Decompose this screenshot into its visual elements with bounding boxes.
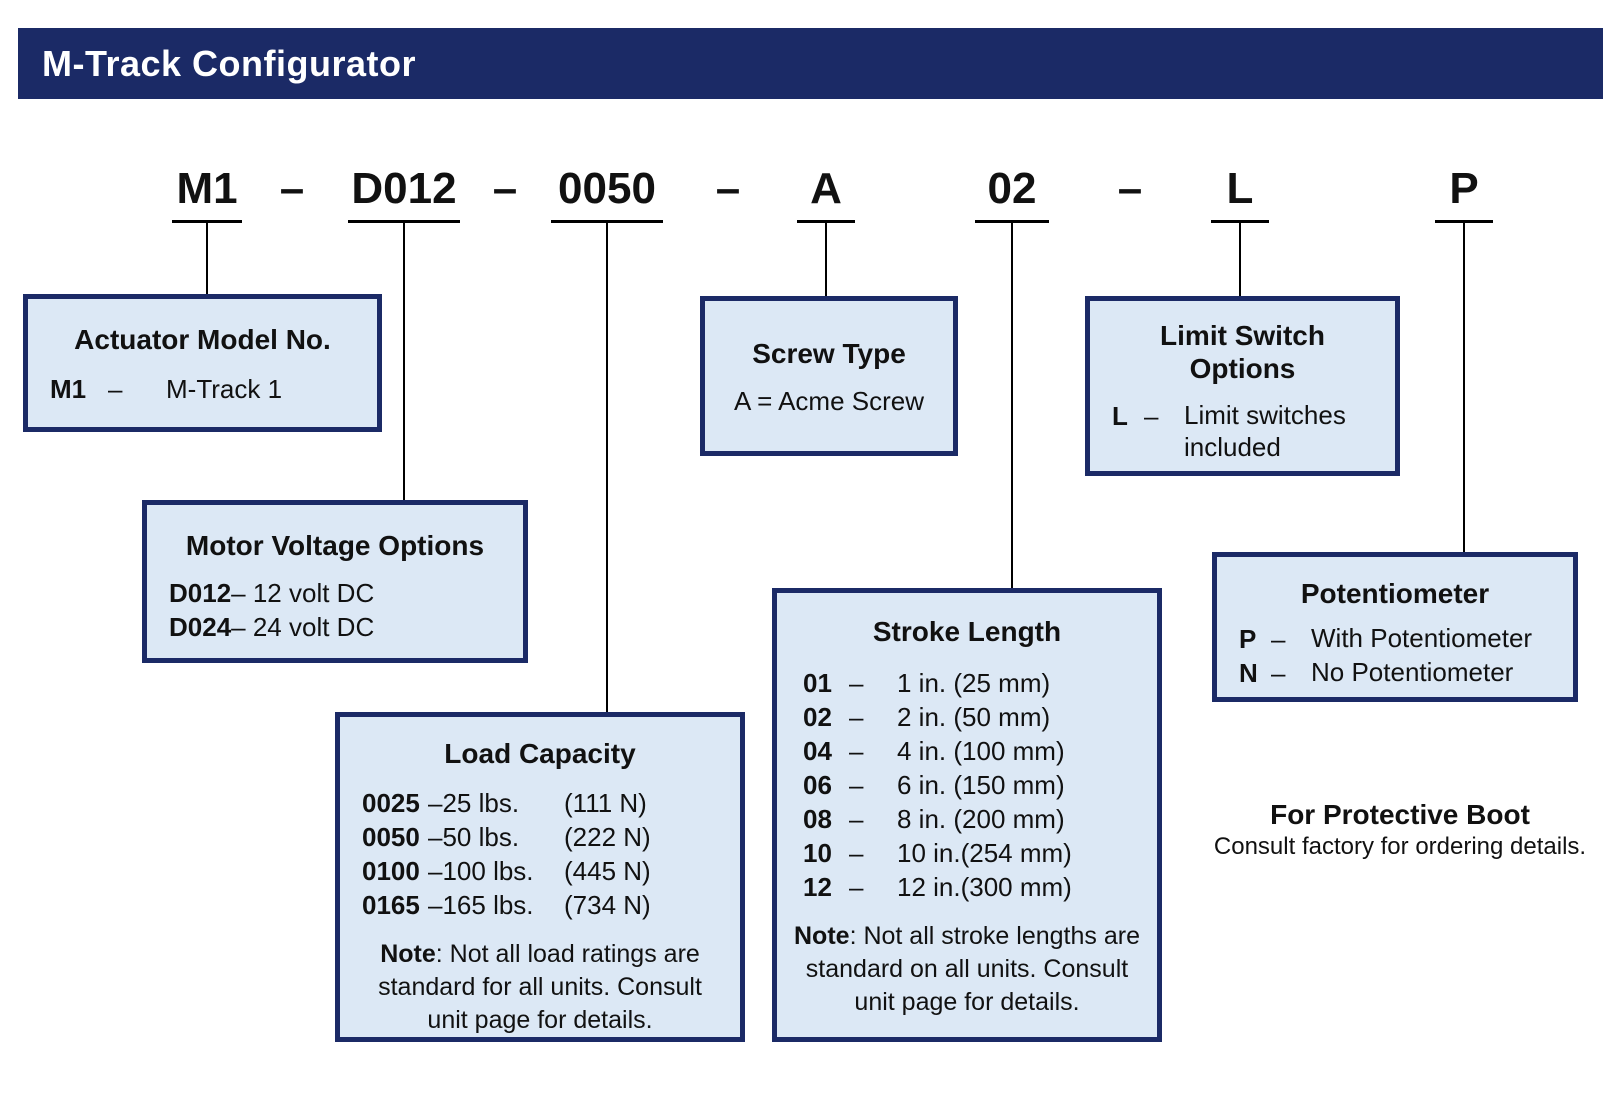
stroke-desc: 2 in. (50 mm): [897, 702, 1051, 732]
connector-screw-line: [825, 222, 827, 296]
load-row: [362, 820, 732, 854]
potentiometer-row: [1239, 656, 1565, 690]
stroke-note: [791, 920, 1143, 1019]
load-note: [355, 938, 725, 1037]
actuator-dash: –: [108, 374, 123, 404]
connector-stroke-line: [1011, 222, 1013, 588]
stroke-dash: –: [849, 668, 864, 698]
load-newton: (222 N): [564, 822, 651, 852]
stroke-dash: –: [849, 872, 864, 902]
load-capacity-box: [335, 712, 745, 1042]
stroke-row: [803, 802, 1149, 836]
potentiometer-row: [1239, 622, 1565, 656]
part-segment-voltage: D012: [348, 160, 460, 223]
load-note-text: : Not all load ratings are standard for all units. Consult unit page for details.: [378, 940, 702, 1034]
load-row: [362, 854, 732, 888]
stroke-dash: –: [849, 702, 864, 732]
protective-boot-text: Consult factory for ordering details.: [1213, 833, 1587, 860]
connector-load-line: [606, 222, 608, 712]
potentiometer-title: Potentiometer: [1300, 578, 1490, 609]
limit-switch-row: [1112, 399, 1387, 463]
part-segment-stroke: 02: [975, 160, 1049, 223]
motor-desc-d012: – 12 volt DC: [231, 578, 375, 608]
stroke-row: [803, 700, 1149, 734]
motor-code-d012: D012: [169, 578, 232, 608]
part-dash-2: –: [492, 164, 518, 213]
part-segment-limit: L: [1211, 160, 1269, 223]
pot-dash: –: [1271, 624, 1286, 654]
load-lbs: –100 lbs.: [428, 856, 534, 886]
stroke-code: 08: [803, 804, 832, 834]
stroke-row: [803, 734, 1149, 768]
stroke-code: 12: [803, 872, 832, 902]
stroke-row: [803, 870, 1149, 904]
pot-code-n: N: [1239, 658, 1258, 688]
actuator-model-box: [23, 294, 382, 432]
stroke-desc: 12 in.(300 mm): [897, 872, 1072, 902]
pot-code-p: P: [1239, 624, 1257, 654]
stroke-code: 01: [803, 668, 832, 698]
load-lbs: –50 lbs.: [428, 822, 520, 852]
motor-voltage-row: [169, 610, 515, 644]
motor-voltage-row: [169, 576, 515, 610]
stroke-note-text: : Not all stroke lengths are standard on all units. Consult unit page for details.: [805, 922, 1140, 1016]
motor-voltage-box: [142, 500, 528, 663]
load-newton: (111 N): [564, 788, 647, 818]
stroke-desc: 4 in. (100 mm): [897, 736, 1065, 766]
stroke-note-label: Note: [794, 922, 850, 950]
stroke-code: 10: [803, 838, 832, 868]
stroke-dash: –: [849, 838, 864, 868]
potentiometer-box: [1212, 552, 1578, 702]
screw-type-title: Screw Type: [752, 338, 906, 369]
stroke-desc: 10 in.(254 mm): [897, 838, 1072, 868]
load-row: [362, 888, 732, 922]
stroke-dash: –: [849, 736, 864, 766]
page-title: M-Track Configurator: [42, 42, 417, 84]
stroke-length-title: Stroke Length: [872, 616, 1062, 647]
load-newton: (445 N): [564, 856, 651, 886]
part-segment-load: 0050: [551, 160, 663, 223]
part-dash-1: –: [279, 164, 305, 213]
pot-desc-n: No Potentiometer: [1311, 657, 1514, 687]
stroke-code: 02: [803, 702, 832, 732]
connector-model-line: [206, 222, 208, 294]
load-code: 0100: [362, 856, 420, 886]
stroke-row: [803, 666, 1149, 700]
stroke-desc: 6 in. (150 mm): [897, 770, 1065, 800]
part-segment-screw: A: [797, 160, 855, 223]
actuator-model-title: Actuator Model No.: [74, 324, 331, 355]
load-newton: (734 N): [564, 890, 651, 920]
stroke-code: 04: [803, 736, 832, 766]
stroke-desc: 1 in. (25 mm): [897, 668, 1051, 698]
motor-voltage-title: Motor Voltage Options: [185, 530, 485, 561]
load-lbs: –25 lbs.: [428, 788, 520, 818]
limit-dash: –: [1144, 401, 1159, 431]
stroke-code: 06: [803, 770, 832, 800]
connector-limit-line: [1239, 222, 1241, 296]
screw-type-box: [700, 296, 958, 456]
part-dash-3: –: [715, 164, 741, 213]
pot-dash: –: [1271, 658, 1286, 688]
load-code: 0050: [362, 822, 420, 852]
protective-boot-title: For Protective Boot: [1270, 799, 1530, 830]
load-lbs: –165 lbs.: [428, 890, 534, 920]
actuator-desc: M-Track 1: [166, 374, 283, 404]
motor-desc-d024: – 24 volt DC: [231, 612, 375, 642]
part-segment-model: M1: [172, 160, 242, 223]
limit-code: L: [1112, 401, 1128, 431]
limit-switch-box: [1085, 296, 1400, 476]
protective-boot-note: [1180, 798, 1620, 862]
stroke-length-box: [772, 588, 1162, 1042]
part-segment-pot: P: [1435, 160, 1493, 223]
stroke-row: [803, 836, 1149, 870]
part-dash-4: –: [1117, 164, 1143, 213]
stroke-row: [803, 768, 1149, 802]
load-capacity-title: Load Capacity: [444, 738, 636, 769]
load-row: [362, 786, 732, 820]
motor-code-d024: D024: [169, 612, 232, 642]
stroke-dash: –: [849, 770, 864, 800]
connector-pot-line: [1463, 222, 1465, 552]
limit-switch-title: Limit Switch Options: [1160, 320, 1325, 384]
stroke-dash: –: [849, 804, 864, 834]
header-bar: [18, 28, 1603, 99]
load-note-label: Note: [380, 940, 436, 968]
connector-voltage-line: [403, 222, 405, 500]
screw-type-desc: A = Acme Screw: [733, 386, 925, 416]
actuator-model-row: [50, 372, 369, 406]
load-code: 0165: [362, 890, 420, 920]
load-code: 0025: [362, 788, 420, 818]
limit-desc: Limit switches included: [1184, 400, 1346, 462]
actuator-code: M1: [50, 374, 87, 404]
pot-desc-p: With Potentiometer: [1311, 623, 1533, 653]
stroke-desc: 8 in. (200 mm): [897, 804, 1065, 834]
